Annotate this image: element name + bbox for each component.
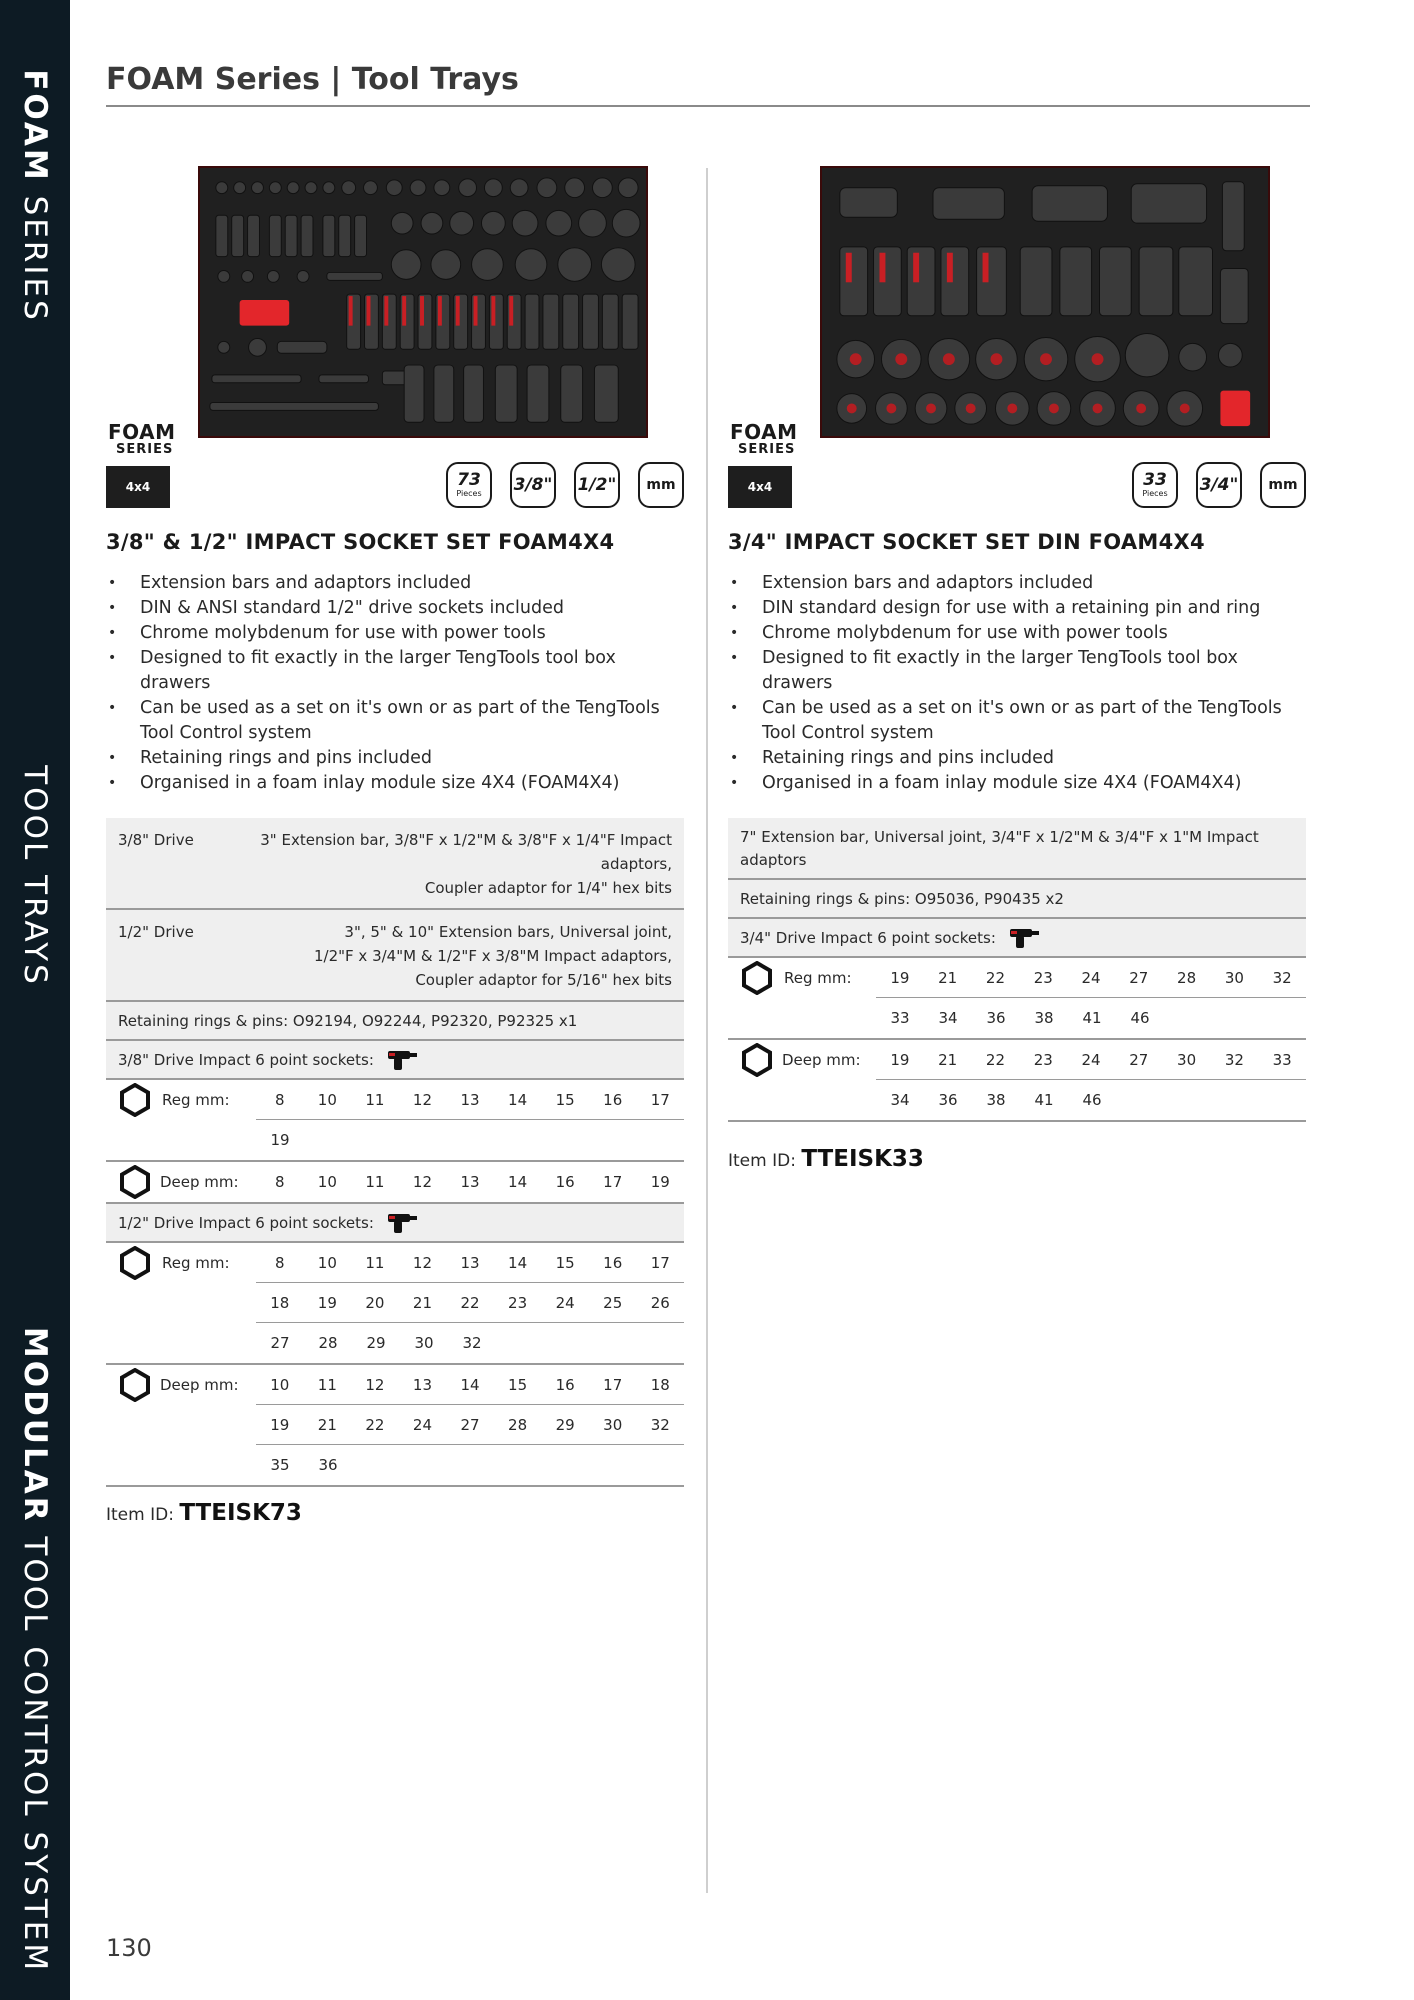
tray-33-image: [822, 168, 1268, 436]
retaining-rings-row: Retaining rings & pins: O92194, O92244, P92320, P92325 x1: [106, 1002, 684, 1041]
size-row: 10 11 12 13 14 15 16 17 18: [256, 1365, 684, 1405]
reg-1-2-sizes: Reg mm: 8 10 11 12 13 14 15 16 17 18 19 20 21 22 23 24 25 26 27 28 29 30 32: [106, 1243, 684, 1365]
feature-item: • Designed to fit exactly in the larger TengTools tool box drawers: [728, 646, 1306, 696]
item-id: Item ID: TTEISK73: [106, 1500, 302, 1526]
size-row: 19 21 22 23 24 27 28 30 32: [876, 958, 1306, 998]
feature-item: • Chrome molybdenum for use with power tools: [106, 621, 684, 646]
hex-socket-icon: [118, 1165, 152, 1199]
tray-photo-73: [198, 166, 648, 438]
page-number: 130: [106, 1934, 152, 1962]
sidebar-tool-trays: TOOL TRAYS: [17, 765, 53, 987]
product-title: 3/4" IMPACT SOCKET SET DIN FOAM4X4: [728, 530, 1205, 554]
feature-item: • Extension bars and adaptors included: [728, 571, 1306, 596]
size-row: 33 34 36 38 41 46: [890, 1009, 1150, 1027]
drive-label: 1/2" Drive: [118, 923, 194, 941]
deep-1-2-sizes: Deep mm: 10 11 12 13 14 15 16 17 18 19 21 22 24 27 28 29 30 32 35 36: [106, 1365, 684, 1487]
size-row: 34 36 38 41 46: [890, 1091, 1102, 1109]
deep-3-8-sizes: Deep mm: 8 10 11 12 13 14 16 17 19: [106, 1162, 684, 1204]
drive-description: 3" Extension bar, 3/8"F x 1/2"M & 3/8"F x 1/4"F Impact adaptors, Coupler adaptor for 1/4" hex bits: [260, 831, 672, 897]
hex-socket-icon: [740, 1043, 774, 1077]
hex-socket-icon: [118, 1083, 152, 1117]
foam-series-logo: FOAM SERIES: [730, 420, 798, 457]
drive-3-4-icon: 3/4": [1196, 462, 1242, 508]
size-row: 8 10 11 12 13 14 15 16 17: [256, 1080, 684, 1120]
tray-photo-33: [820, 166, 1270, 438]
sidebar: [0, 0, 70, 2000]
size-row: 8 10 11 12 13 14 15 16 17: [256, 1243, 684, 1283]
foam-series-logo: FOAM SERIES: [108, 420, 176, 457]
size-row: 35 36: [270, 1456, 338, 1474]
spec-table: [106, 818, 684, 1487]
sidebar-foam-series: FOAM SERIES: [17, 69, 53, 323]
retaining-rings-row: Retaining rings & pins: O95036, P90435 x2: [728, 880, 1306, 919]
product-title: 3/8" & 1/2" IMPACT SOCKET SET FOAM4X4: [106, 530, 615, 554]
tray-73-image: [200, 168, 646, 436]
item-id: Item ID: TTEISK33: [728, 1146, 924, 1172]
size-row: 19 21 22 24 27 28 29 30 32: [256, 1405, 684, 1445]
feature-list: [728, 571, 1306, 796]
impact-3-8-header: 3/8" Drive Impact 6 point sockets:: [106, 1041, 684, 1080]
title-divider: [106, 105, 1310, 107]
drive-label: 3/8" Drive: [118, 831, 194, 849]
hex-socket-icon: [118, 1246, 152, 1280]
impact-wrench-icon: [386, 1212, 418, 1234]
impact-wrench-icon: [1008, 927, 1040, 949]
feature-item: • Organised in a foam inlay module size 4X4 (FOAM4X4): [728, 771, 1306, 796]
feature-item: • Organised in a foam inlay module size 4X4 (FOAM4X4): [106, 771, 684, 796]
module-size-badge: 4x4: [106, 466, 170, 508]
size-row: 19: [270, 1131, 290, 1149]
pieces-icon: 33 Pieces: [1132, 462, 1178, 508]
hex-socket-icon: [118, 1368, 152, 1402]
feature-item: • DIN & ANSI standard 1/2" drive sockets included: [106, 596, 684, 621]
spec-icons: [1132, 462, 1306, 508]
feature-item: • Extension bars and adaptors included: [106, 571, 684, 596]
page-title: FOAM Series | Tool Trays: [106, 62, 519, 97]
feature-item: • DIN standard design for use with a retaining pin and ring: [728, 596, 1306, 621]
hex-socket-icon: [740, 961, 774, 995]
feature-item: • Chrome molybdenum for use with power tools: [728, 621, 1306, 646]
drive-description: 3", 5" & 10" Extension bars, Universal joint, 1/2"F x 3/4"M & 1/2"F x 3/8"M Impact adaptors, Coupler adaptor for 5/16" hex bits: [313, 923, 672, 989]
column-divider: [706, 168, 708, 1893]
drive-1-2-row: [106, 910, 684, 1002]
size-row: 18 19 20 21 22 23 24 25 26: [256, 1283, 684, 1323]
deep-3-4-sizes: Deep mm: 19 21 22 23 24 27 30 32 33 34 36 38 41 46: [728, 1040, 1306, 1122]
impact-1-2-header: 1/2" Drive Impact 6 point sockets:: [106, 1204, 684, 1243]
module-size-badge: 4x4: [728, 466, 792, 508]
metric-mm-icon: mm: [1260, 462, 1306, 508]
reg-3-4-sizes: Reg mm: 19 21 22 23 24 27 28 30 32 33 34 36 38 41 46: [728, 958, 1306, 1040]
size-row: 27 28 29 30 32: [270, 1334, 482, 1352]
feature-item: • Can be used as a set on it's own or as part of the TengTools Tool Control system: [728, 696, 1306, 746]
impact-wrench-icon: [386, 1049, 418, 1071]
size-row: 8 10 11 12 13 14 16 17 19: [275, 1173, 670, 1191]
spec-table: [728, 818, 1306, 1122]
reg-3-8-sizes: Reg mm: 8 10 11 12 13 14 15 16 17 19: [106, 1080, 684, 1162]
size-row: 19 21 22 23 24 27 30 32 33: [876, 1040, 1306, 1080]
drive-3-8-icon: 3/8": [510, 462, 556, 508]
impact-3-4-header: 3/4" Drive Impact 6 point sockets:: [728, 919, 1306, 958]
adaptors-row: 7" Extension bar, Universal joint, 3/4"F x 1/2"M & 3/4"F x 1"M Impact adaptors: [728, 818, 1306, 880]
metric-mm-icon: mm: [638, 462, 684, 508]
drive-1-2-icon: 1/2": [574, 462, 620, 508]
spec-icons: [446, 462, 684, 508]
feature-item: • Retaining rings and pins included: [728, 746, 1306, 771]
feature-item: • Can be used as a set on it's own or as part of the TengTools Tool Control system: [106, 696, 684, 746]
feature-item: • Designed to fit exactly in the larger TengTools tool box drawers: [106, 646, 684, 696]
sidebar-modular-system: MODULAR TOOL CONTROL SYSTEM: [17, 1326, 53, 1974]
feature-item: • Retaining rings and pins included: [106, 746, 684, 771]
pieces-icon: 73 Pieces: [446, 462, 492, 508]
feature-list: [106, 571, 684, 796]
drive-3-8-row: [106, 818, 684, 910]
